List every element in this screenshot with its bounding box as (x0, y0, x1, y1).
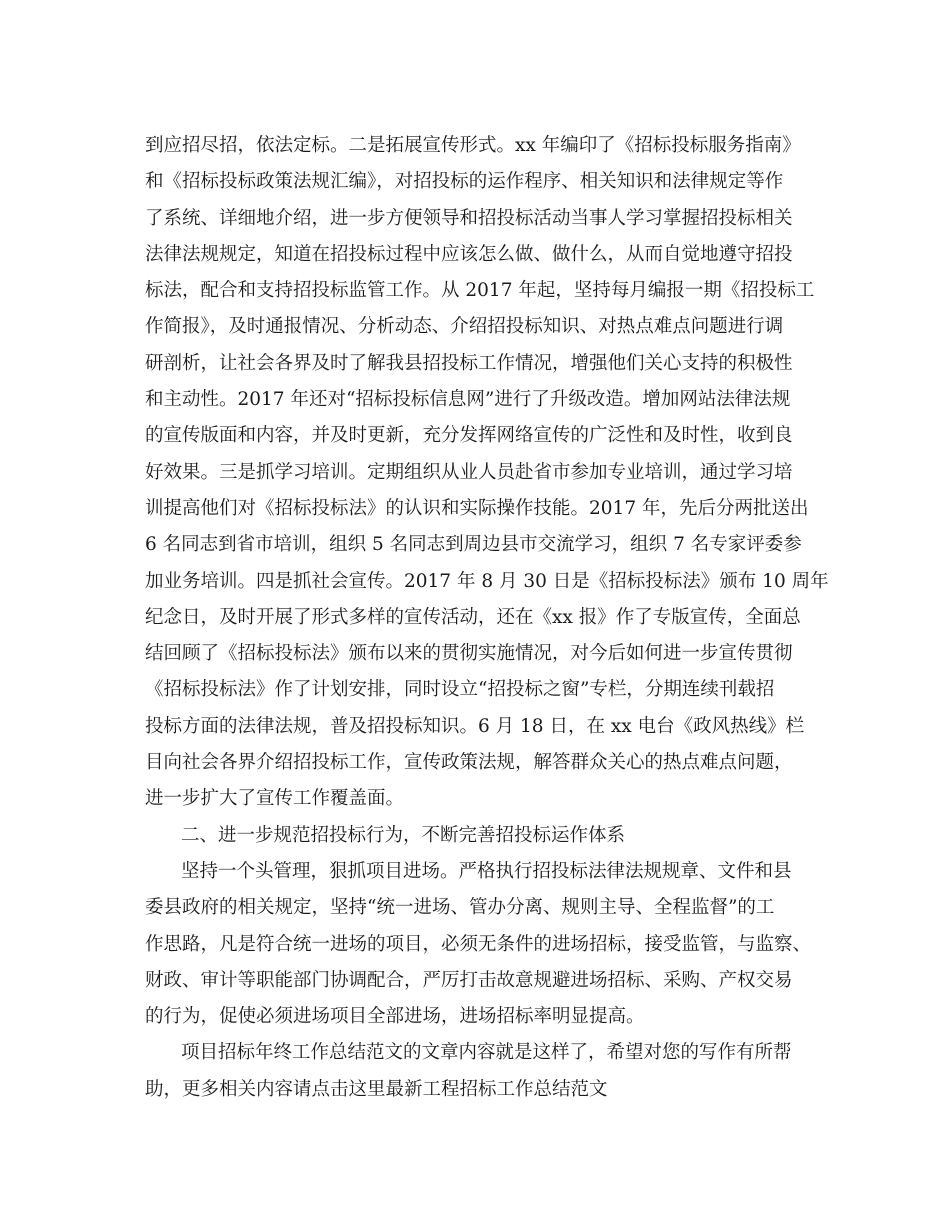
text-line: 和主动性。2017 年还对“招标投标信息网”进行了升级改造。增加网站法律法规 (145, 389, 791, 411)
text-line: 到应招尽招，依法定标。二是拓展宣传形式。xx 年编印了《招标投标服务指南》 (145, 135, 801, 156)
text-line: 目向社会各界介绍招投标工作，宣传政策法规，解答群众关心的热点难点问题， (145, 752, 793, 774)
text-line: 结回顾了《招标投标法》颁布以来的贯彻实施情况，对今后如何进一步宣传贯彻 (145, 643, 793, 665)
text-line: 的宣传版面和内容，并及时更新，充分发挥网络宣传的广泛性和及时性，收到良 (145, 425, 793, 447)
text-line: 加业务培训。四是抓社会宣传。2017 年 8 月 30 日是《招标投标法》颁布 10 周年 (145, 570, 829, 592)
text-line: 助，更多相关内容请点击这里最新工程招标工作总结范文 (145, 1078, 608, 1100)
text-line: 研剖析，让社会各界及时了解我县招投标工作情况，增强他们关心支持的积极性 (145, 352, 793, 374)
text-line: 法律法规规定，知道在招投标过程中应该怎么做、做什么，从而自觉地遵守招投 (145, 243, 793, 265)
text-line: 作思路，凡是符合统一进场的项目，必须无条件的进场招标，接受监管，与监察、 (145, 933, 812, 955)
text-line: 标法，配合和支持招投标监管工作。从 2017 年起，坚持每月编报一期《招投标工 (145, 280, 815, 302)
text-line: 项目招标年终工作总结范文的文章内容就是这样了，希望对您的写作有所帮 (181, 1042, 792, 1064)
text-line: 进一步扩大了宣传工作覆盖面。 (145, 788, 405, 810)
text-line: 《招标投标法》作了计划安排，同时设立“招投标之窗”专栏，分期连续刊载招 (145, 679, 775, 701)
document-body (145, 128, 829, 1108)
text-line: 和《招标投标政策法规汇编》，对招投标的运作程序、相关知识和法律规定等作 (145, 171, 784, 193)
text-line: 了系统、详细地介绍，进一步方便领导和招投标活动当事人学习掌握招投标相关 (145, 207, 793, 229)
text-line: 投标方面的法律法规，普及招投标知识。6 月 18 日，在 xx 电台《政风热线》栏 (145, 715, 805, 737)
text-line: 的行为，促使必须进场项目全部进场，进场招标率明显提高。 (145, 1006, 645, 1028)
text-line: 财政、审计等职能部门协调配合，严厉打击故意规避进场招标、采购、产权交易 (145, 969, 793, 991)
text-line: 坚持一个头管理，狠抓项目进场。严格执行招投标法律法规规章、文件和县 (181, 860, 792, 882)
text-line: 委县政府的相关规定，坚持“统一进场、管办分离、规则主导、全程监督”的工 (145, 897, 775, 919)
text-line: 训提高他们对《招标投标法》的认识和实际操作技能。2017 年，先后分两批送出 (145, 497, 809, 519)
text-line: 好效果。三是抓学习培训。定期组织从业人员赴省市参加专业培训，通过学习培 (145, 461, 793, 483)
section-heading: 二、进一步规范招投标行为，不断完善招投标运作体系 (181, 824, 626, 846)
text-line: 6 名同志到省市培训，组织 5 名同志到周边县市交流学习，组织 7 名专家评委参 (145, 534, 802, 556)
text-line: 作简报》，及时通报情况、分析动态、介绍招投标知识、对热点难点问题进行调 (145, 316, 784, 338)
text-line: 纪念日，及时开展了形式多样的宣传活动，还在《xx 报》作了专版宣传，全面总 (145, 606, 801, 628)
